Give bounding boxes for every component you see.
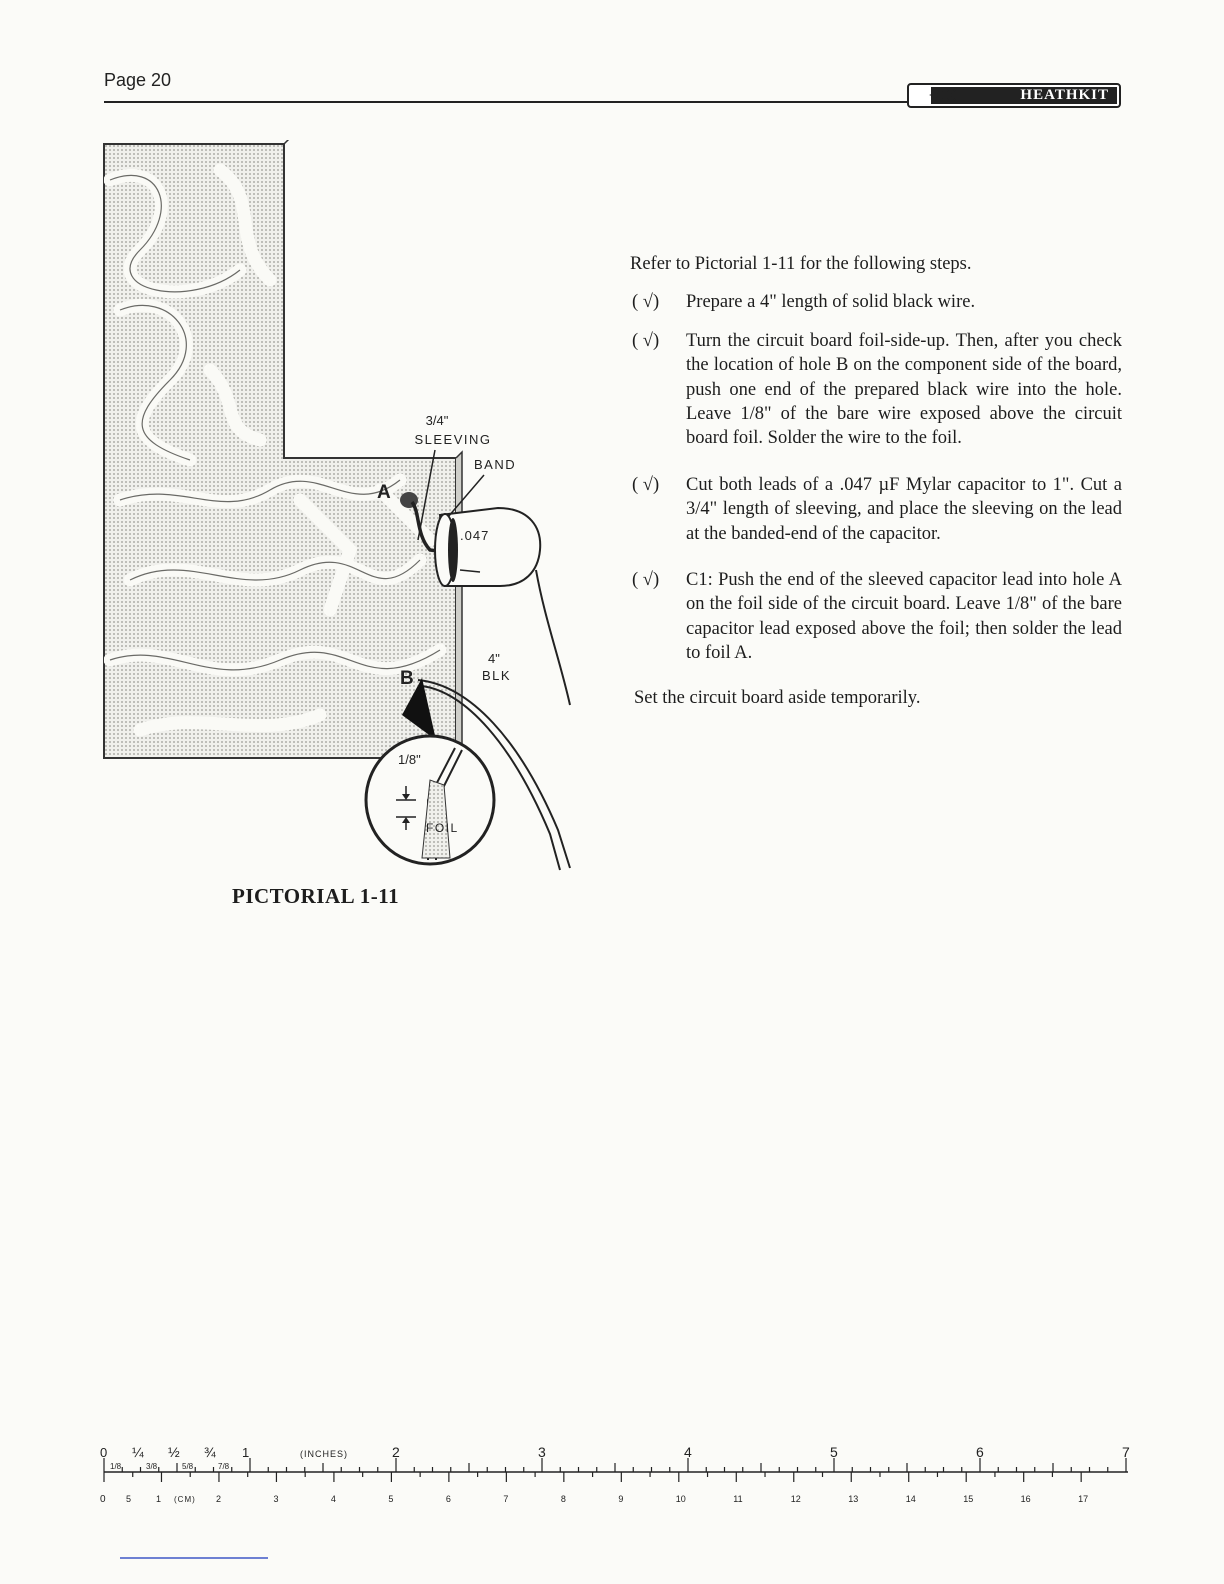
sleeving-size-label: 3/4" — [425, 413, 449, 428]
hole-b-label: B — [400, 668, 414, 689]
ruler-inch-zero: 0 — [100, 1445, 108, 1460]
wire-size-label: 4" — [488, 651, 500, 666]
ruler-five-eighths: 5/8 — [182, 1462, 194, 1471]
ruler-seven-eighths: 7/8 — [218, 1462, 230, 1471]
step-item — [630, 290, 1122, 314]
brand-name: HEATHKIT — [931, 87, 1117, 104]
closing-text: Set the circuit board aside temporarily. — [634, 687, 921, 708]
intro-text: Refer to Pictorial 1-11 for the following steps. — [630, 254, 972, 274]
ruler-inch-label: 5 — [830, 1444, 838, 1460]
ruler-cm-label: 14 — [905, 1494, 916, 1504]
ruler-inch-one: 1 — [242, 1445, 250, 1460]
step-item — [630, 568, 1122, 666]
instructions — [630, 252, 1122, 724]
ruler-cm-label: 12 — [790, 1494, 801, 1504]
measurement-ruler — [96, 1440, 1136, 1510]
ruler-inch-label: 6 — [976, 1444, 984, 1460]
band-label: BAND — [474, 457, 517, 472]
ruler-cm-label: 15 — [963, 1494, 974, 1504]
step-item — [630, 329, 1122, 451]
ruler-three-eighths: 3/8 — [146, 1462, 158, 1471]
ruler-units-label: (INCHES) — [300, 1449, 348, 1459]
ruler-half: ½ — [168, 1444, 180, 1460]
step-text: C1: Push the end of the sleeved capacitor lead into hole A on the foil side of the circuit board. Leave 1/8" of the bare capacitor lead exposed above the foil; then solder the lead to foil A. — [686, 570, 1122, 664]
ruler-cm-label: 2 — [215, 1494, 221, 1504]
wire-color-label: BLK — [482, 668, 512, 683]
ruler-cm-label: 16 — [1020, 1494, 1031, 1504]
checkbox-mark: ( √) — [632, 292, 660, 313]
heathkit-logo — [907, 83, 1121, 108]
hole-a-label: A — [377, 482, 391, 503]
ruler-cm-label: 4 — [330, 1494, 336, 1504]
ruler-inch-label: 4 — [684, 1444, 692, 1460]
exposed-length-label: 1/8" — [398, 752, 421, 767]
foil-label: FOIL — [426, 821, 459, 835]
ruler-cm-label: 17 — [1078, 1494, 1089, 1504]
ruler-inch-label: 3 — [538, 1444, 546, 1460]
step-text: Prepare a 4" length of solid black wire. — [686, 292, 976, 313]
ruler-cm-half: 5 — [126, 1494, 132, 1504]
sleeving-label: SLEEVING — [414, 432, 492, 447]
ruler-quarter: ¼ — [132, 1444, 144, 1460]
capacitor-value-label: .047 — [460, 528, 490, 543]
ruler-inch-label: 7 — [1122, 1444, 1130, 1460]
ruler-cm-label: 6 — [445, 1494, 451, 1504]
ruler-cm-zero: 0 — [100, 1494, 106, 1505]
ruler-cm-one: 1 — [156, 1494, 162, 1504]
checkbox-mark: ( √) — [632, 474, 660, 495]
underline-mark — [120, 1557, 268, 1559]
ruler-cm-label: 11 — [733, 1494, 743, 1504]
checkbox-mark: ( √) — [632, 570, 660, 591]
step-text: Cut both leads of a .047 µF Mylar capacitor to 1". Cut a 3/4" length of sleeving, and place the sleeving on the lead at the banded-end of the capacitor. — [686, 474, 1122, 544]
ruler-eighth: 1/8 — [110, 1462, 122, 1471]
ruler-cm-label: 8 — [560, 1494, 566, 1504]
detail-inset — [366, 736, 494, 864]
pictorial-figure — [100, 140, 620, 880]
step-text: Turn the circuit board foil-side-up. Then, after you check the location of hole B on the component side of the board, push one end of the prepared black wire into the hole. Leave 1/8" of the bare wire exposed above the circuit board foil. Solder the wire to the foil. — [686, 330, 1122, 449]
ruler-inch-label: 2 — [392, 1444, 400, 1460]
ruler-cm-label: 3 — [273, 1494, 279, 1504]
page-number: Page 20 — [104, 70, 172, 90]
ruler-cm-label: 5 — [388, 1494, 394, 1504]
pictorial-caption: PICTORIAL 1-11 — [232, 884, 400, 908]
ruler-cm-label: 7 — [503, 1494, 509, 1504]
circuit-board — [104, 140, 462, 758]
ruler-cm-label: 9 — [618, 1494, 624, 1504]
logo-mark-icon — [929, 87, 965, 103]
ruler-cm-label: 10 — [675, 1494, 686, 1504]
ruler-three-quarter: ¾ — [204, 1444, 216, 1460]
checkbox-mark: ( √) — [632, 330, 660, 351]
ruler-cm-units-label: (CM) — [174, 1495, 196, 1504]
ruler-cm-label: 13 — [848, 1494, 859, 1504]
step-item — [630, 473, 1122, 546]
